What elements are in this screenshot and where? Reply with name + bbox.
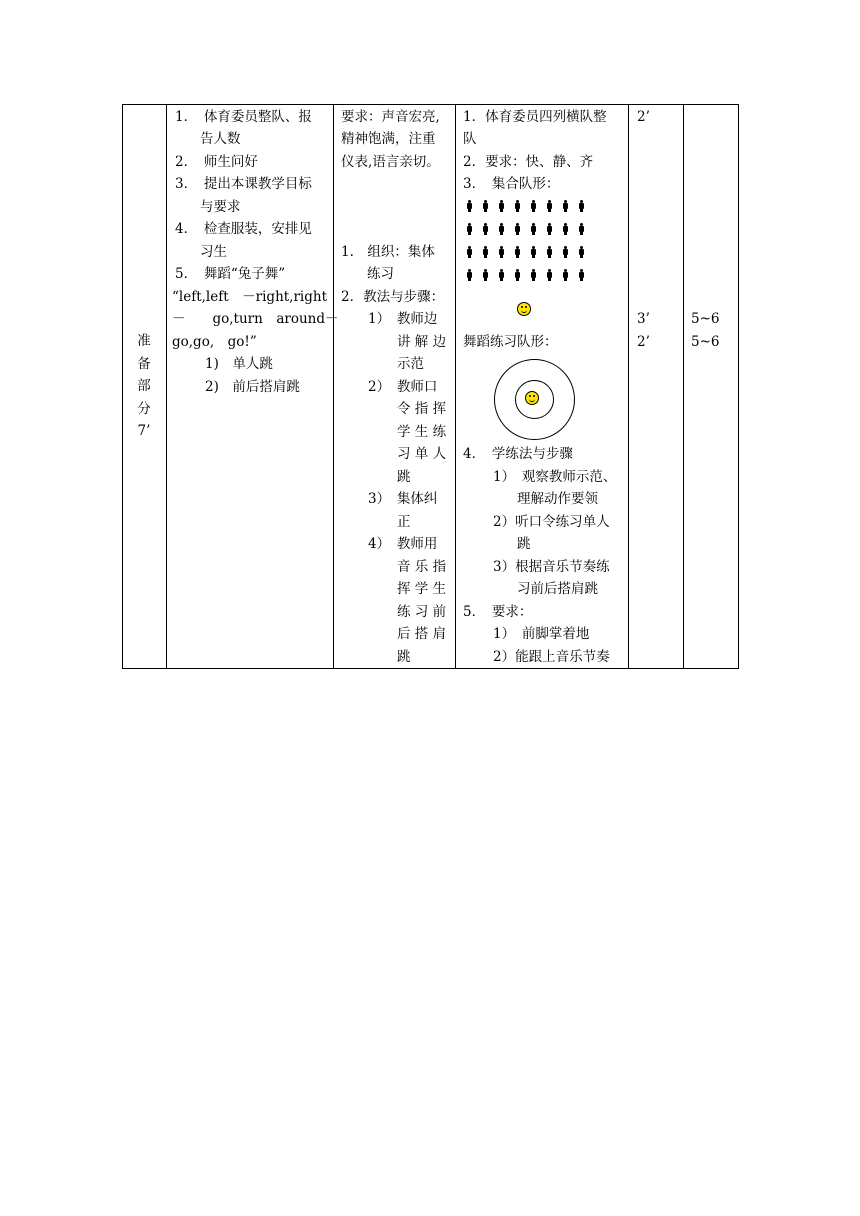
person-icon	[467, 223, 472, 235]
content-line: 习生	[200, 244, 227, 260]
teacher-line: 练 习 前	[397, 604, 447, 620]
person-icon	[483, 200, 488, 212]
column-divider	[628, 104, 629, 668]
person-icon	[579, 246, 584, 258]
student-line: 跳	[517, 536, 531, 552]
person-icon	[547, 269, 552, 281]
student-line: 1） 前脚掌着地	[493, 626, 590, 642]
student-line: 1．体育委员四列横队整	[463, 109, 607, 125]
smiley-icon	[517, 302, 531, 316]
content-line: 5． 舞蹈“兔子舞”	[175, 266, 286, 282]
person-icon	[515, 269, 520, 281]
person-icon	[579, 223, 584, 235]
section-char: 部	[137, 378, 151, 394]
content-line: 2． 师生问好	[175, 154, 258, 170]
person-icon	[515, 200, 520, 212]
teacher-line: 后 搭 肩	[397, 626, 447, 642]
person-icon	[483, 246, 488, 258]
person-icon	[499, 269, 504, 281]
person-icon	[563, 246, 568, 258]
teacher-line: 示范	[397, 356, 424, 372]
person-icon	[547, 223, 552, 235]
person-icon	[563, 200, 568, 212]
person-icon	[531, 246, 536, 258]
teacher-line: 仪表,语言亲切。	[341, 154, 440, 170]
teacher-line: 3） 集体纠	[368, 491, 438, 507]
teacher-line: 2．教法与步骤：	[341, 289, 445, 305]
content-line: 1． 体育委员整队、报	[175, 109, 312, 125]
person-icon	[563, 269, 568, 281]
student-line: 4． 学练法与步骤	[463, 446, 573, 462]
column-divider	[683, 104, 684, 668]
teacher-line: 要求：声音宏亮,	[341, 109, 440, 125]
person-icon	[531, 223, 536, 235]
person-icon	[499, 246, 504, 258]
teacher-line: 跳	[397, 469, 411, 485]
person-icon	[483, 223, 488, 235]
teacher-line: 1） 教师边	[368, 311, 438, 327]
student-line: 2．要求：快、静、齐	[463, 154, 594, 170]
teacher-line: 4） 教师用	[368, 536, 438, 552]
person-icon	[579, 269, 584, 281]
content-line: go,go, go!”	[172, 334, 257, 350]
person-icon	[563, 223, 568, 235]
person-icon	[515, 223, 520, 235]
column-divider	[166, 104, 167, 668]
teacher-line: 2） 教师口	[368, 379, 438, 395]
section-label	[122, 330, 166, 443]
section-time: 7’	[137, 423, 151, 439]
content-line: 3． 提出本课教学目标	[175, 176, 312, 192]
teacher-line: 讲 解 边	[397, 334, 447, 350]
teacher-line: 学 生 练	[397, 424, 447, 440]
content-line: 2) 前后搭肩跳	[205, 379, 300, 395]
student-line: 2）能跟上音乐节奏	[493, 649, 610, 665]
student-line: 3． 集合队形：	[463, 176, 560, 192]
person-icon	[499, 223, 504, 235]
count-value: 5~6	[691, 334, 720, 350]
person-icon	[579, 200, 584, 212]
count-value: 5~6	[691, 311, 720, 327]
section-char: 备	[137, 355, 151, 372]
student-line: 2）听口令练习单人	[493, 514, 610, 530]
content-line: 4． 检查服装，安排见	[175, 221, 312, 237]
student-line: 理解动作要领	[517, 491, 598, 507]
section-char: 分	[137, 400, 151, 417]
teacher-line: 精神饱满，注重	[341, 131, 436, 147]
column-divider	[333, 104, 334, 668]
person-icon	[547, 246, 552, 258]
student-line: 队	[463, 131, 477, 147]
content-line: “left,left －right,right	[172, 289, 328, 305]
student-line: 5． 要求：	[463, 604, 533, 620]
teacher-line: 习 单 人	[397, 446, 447, 462]
teacher-line: 令 指 挥	[397, 401, 447, 417]
content-line: － go,turn around－	[172, 311, 339, 327]
person-icon	[467, 269, 472, 281]
person-icon	[467, 200, 472, 212]
person-icon	[499, 200, 504, 212]
person-icon	[547, 200, 552, 212]
column-divider	[455, 104, 456, 668]
content-line: 1) 单人跳	[205, 356, 273, 372]
teacher-line: 挥 学 生	[397, 581, 447, 597]
smiley-icon	[525, 391, 539, 405]
person-icon	[531, 269, 536, 281]
teacher-line: 正	[397, 514, 411, 530]
teacher-line: 1. 组织：集体	[341, 244, 435, 260]
time-value: 2’	[637, 109, 650, 125]
person-icon	[531, 200, 536, 212]
time-value: 2’	[637, 334, 650, 350]
student-line: 习前后搭肩跳	[517, 581, 598, 597]
teacher-line: 音 乐 指	[397, 559, 447, 575]
section-char: 准	[137, 333, 151, 349]
student-line: 舞蹈练习队形：	[463, 334, 558, 350]
person-icon	[483, 269, 488, 281]
person-icon	[515, 246, 520, 258]
content-line: 告人数	[200, 131, 241, 147]
time-value: 3’	[637, 311, 650, 327]
student-line: 1） 观察教师示范、	[493, 469, 617, 485]
teacher-line: 练习	[367, 266, 394, 282]
content-line: 与要求	[200, 199, 241, 215]
student-line: 3）根据音乐节奏练	[493, 559, 610, 575]
teacher-line: 跳	[397, 649, 411, 665]
person-icon	[467, 246, 472, 258]
